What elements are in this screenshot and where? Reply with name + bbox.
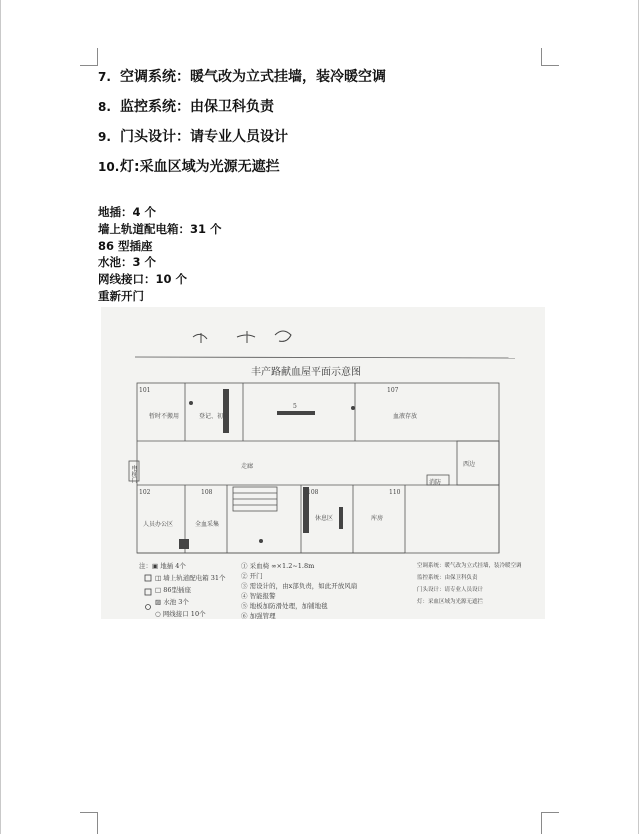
room-name: 全血采集: [195, 521, 220, 528]
plan-note: ⑥ 加强管理: [241, 612, 276, 619]
plan-note: 空调系统：暖气改为立式挂墙，装冷暖空调: [417, 563, 522, 569]
floorplan-title: 丰产路献血屋平面示意图: [251, 367, 361, 378]
plan-note: 监控系统：由保卫科负责: [417, 575, 478, 581]
list-number: 10.: [98, 160, 120, 174]
plan-note: ① 采血椅 ∞×1.2~1.8m: [241, 562, 315, 570]
list-number: 7.: [98, 70, 111, 84]
floorplan-scan: [101, 307, 545, 619]
list-number: 9.: [98, 130, 111, 144]
page-edge-left: [0, 0, 1, 834]
inventory-list: [98, 204, 398, 305]
plan-note: ② 开门: [241, 572, 263, 580]
list-item: [98, 156, 618, 186]
legend-note: ▨ 水池 3个: [155, 598, 189, 606]
plan-note: 门头设计：请专业人员设计: [417, 587, 484, 593]
room-number: 108: [201, 489, 213, 496]
room-number: 102: [139, 489, 151, 496]
inventory-line: 网线接口：10 个: [98, 272, 188, 287]
room-number: 101: [139, 387, 151, 394]
exit-label: 消防: [429, 479, 442, 486]
inventory-line: 地插：4 个: [98, 205, 157, 219]
room-name: 库房: [371, 515, 384, 522]
door-label: 电梯门: [130, 465, 137, 483]
list-text: 空调系统：暖气改为立式挂墙，装冷暖空调: [120, 69, 386, 85]
room-number: 107: [387, 387, 399, 394]
plan-note: ④ 智能报警: [241, 592, 276, 600]
room-number: 5: [293, 403, 297, 410]
inventory-line: 水池：3 个: [98, 255, 157, 270]
list-item: [98, 66, 618, 96]
legend-note: ○ 网线接口 10个: [155, 610, 206, 618]
room-name: 登记、初筛: [199, 413, 230, 420]
legend-note: ◫ 墙上轨道配电箱 31个: [155, 574, 226, 582]
list-text: 灯:采血区域为光源无遮拦: [120, 159, 280, 175]
room-name: 血液存放: [393, 413, 418, 420]
legend-note: 注：▣ 地插 4个: [139, 562, 186, 570]
legend-note: □ 86型插座: [155, 586, 191, 594]
room-name: 人员办公区: [143, 521, 174, 528]
room-name: 休息区: [315, 515, 334, 522]
room-number: 110: [389, 489, 401, 496]
corridor-label: 走廊: [241, 463, 254, 470]
list-text: 门头设计：请专业人员设计: [120, 129, 288, 145]
list-item: [98, 96, 618, 126]
plan-note: ③ 需设计的，由x部负责，如此开放风扇: [241, 582, 358, 590]
room-name: 暂时不搬用: [149, 413, 180, 420]
inventory-line: 重新开门: [98, 288, 144, 303]
plan-note: 灯：采血区域为光源无遮拦: [417, 599, 484, 605]
room-number: 108: [307, 489, 319, 496]
inventory-line: 墙上轨道配电箱：31 个: [98, 221, 222, 236]
plan-note: ⑤ 地板加防滑处理，加铺地毯: [241, 602, 328, 610]
inventory-line: 86 型插座: [98, 238, 153, 253]
list-item: [98, 126, 618, 156]
room-name: 西边: [463, 461, 476, 468]
list-number: 8.: [98, 100, 111, 114]
list-text: 监控系统：由保卫科负责: [120, 99, 274, 115]
numbered-list: [98, 66, 618, 186]
